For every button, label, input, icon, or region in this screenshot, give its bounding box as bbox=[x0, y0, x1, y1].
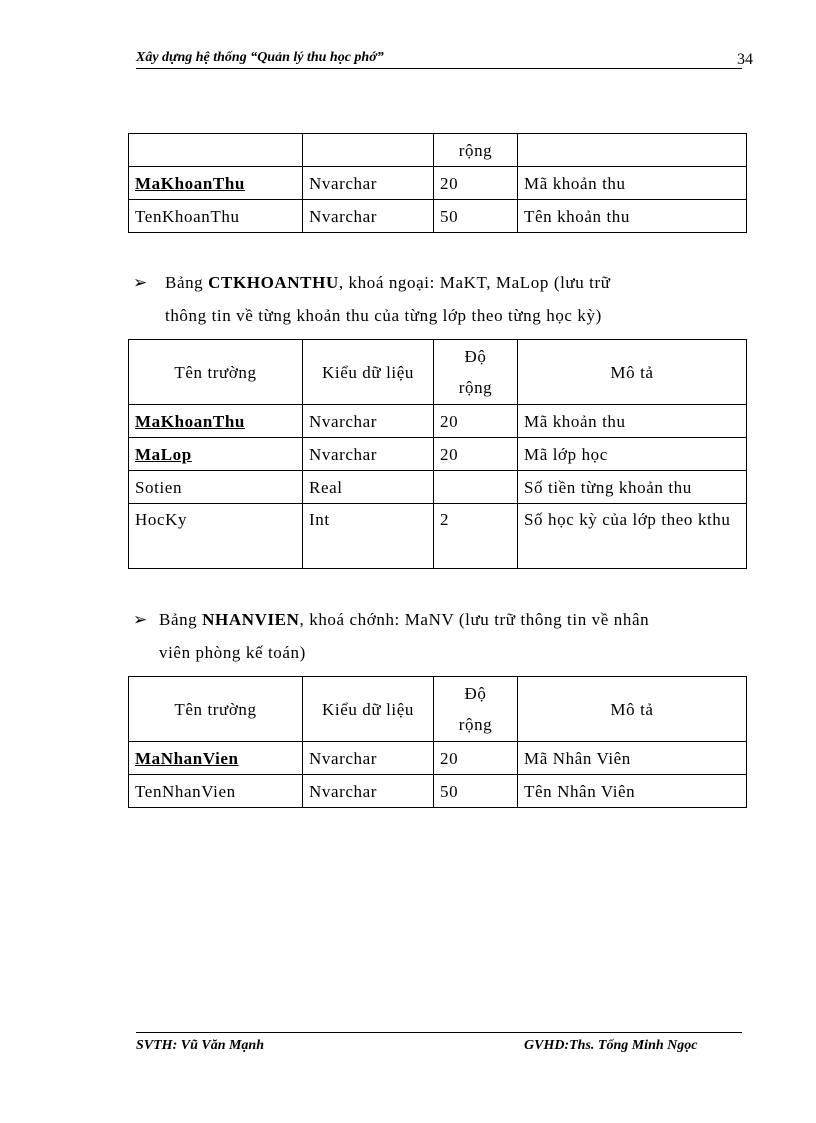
paragraph-text: viên phòng kế toán) bbox=[159, 643, 306, 662]
table-cell: Mã Nhân Viên bbox=[518, 742, 747, 775]
header-title: Xây dựng hệ thống “Quản lý thu học phớ” bbox=[136, 50, 384, 65]
footer-rule bbox=[136, 1032, 742, 1033]
table-row bbox=[129, 471, 747, 504]
footer-student: SVTH: Vũ Văn Mạnh bbox=[136, 1038, 264, 1053]
table-row bbox=[129, 775, 747, 808]
primary-key-cell: MaLop bbox=[129, 438, 303, 471]
column-header: Mô tả bbox=[518, 340, 747, 405]
primary-key-cell: MaKhoanThu bbox=[129, 405, 303, 438]
header-rule bbox=[136, 68, 742, 69]
table-ctkhoanthu bbox=[128, 339, 747, 569]
table-row bbox=[129, 167, 747, 200]
column-header: Kiểu dữ liệu bbox=[303, 677, 434, 742]
column-header-line: Độ bbox=[464, 684, 487, 703]
table-row bbox=[129, 200, 747, 233]
table-cell: TenKhoanThu bbox=[129, 200, 303, 233]
table-cell bbox=[518, 134, 747, 167]
table-cell bbox=[303, 134, 434, 167]
table-cell: 50 bbox=[434, 200, 518, 233]
table-cell: Tên Nhân Viên bbox=[518, 775, 747, 808]
table-name: NHANVIEN bbox=[202, 610, 300, 629]
paragraph-text: , khoá ngoại: MaKT, MaLop (lưu trữ bbox=[338, 273, 611, 292]
table-cell: Nvarchar bbox=[303, 438, 434, 471]
page-number: 34 bbox=[737, 51, 753, 68]
table-cell: Số học kỳ của lớp theo kthu bbox=[518, 504, 747, 569]
arrow-bullet-icon: ➢ bbox=[133, 273, 148, 292]
table-cell: Nvarchar bbox=[303, 405, 434, 438]
table-cell: 50 bbox=[434, 775, 518, 808]
table-cell: 20 bbox=[434, 438, 518, 471]
table-cell: Tên khoản thu bbox=[518, 200, 747, 233]
column-header-line: rộng bbox=[458, 378, 493, 397]
primary-key-cell: MaKhoanThu bbox=[129, 167, 303, 200]
table-cell: Mã lớp học bbox=[518, 438, 747, 471]
table-cell: Mã khoản thu bbox=[518, 167, 747, 200]
table-row bbox=[129, 742, 747, 775]
table-row bbox=[129, 134, 747, 167]
section-ctkhoanthu-description bbox=[133, 266, 745, 332]
paragraph-text: Bảng bbox=[159, 610, 203, 629]
table-nhanvien bbox=[128, 676, 747, 808]
table-cell: Real bbox=[303, 471, 434, 504]
table-cell bbox=[129, 134, 303, 167]
column-header bbox=[434, 677, 518, 742]
arrow-bullet-icon: ➢ bbox=[133, 610, 148, 629]
table-cell: 20 bbox=[434, 742, 518, 775]
footer-advisor: GVHD:Ths. Tống Minh Ngọc bbox=[524, 1038, 698, 1053]
paragraph-text: thông tin về từng khoản thu của từng lớp theo từng học kỳ) bbox=[165, 306, 602, 325]
column-header: Tên trường bbox=[129, 340, 303, 405]
table-cell: rộng bbox=[434, 134, 518, 167]
column-header: Mô tả bbox=[518, 677, 747, 742]
table-cell: Số tiền từng khoản thu bbox=[518, 471, 747, 504]
table-cell bbox=[434, 471, 518, 504]
table-row bbox=[129, 405, 747, 438]
table-khoanthu-continued bbox=[128, 133, 747, 233]
table-cell: Mã khoản thu bbox=[518, 405, 747, 438]
table-cell: HocKy bbox=[129, 504, 303, 569]
table-cell: Sotien bbox=[129, 471, 303, 504]
table-cell: Nvarchar bbox=[303, 167, 434, 200]
section-nhanvien-description bbox=[133, 603, 745, 669]
column-header bbox=[434, 340, 518, 405]
table-cell: Nvarchar bbox=[303, 775, 434, 808]
table-header-row bbox=[129, 677, 747, 742]
table-cell: Nvarchar bbox=[303, 200, 434, 233]
table-cell: 2 bbox=[434, 504, 518, 569]
table-header-row bbox=[129, 340, 747, 405]
table-cell: 20 bbox=[434, 167, 518, 200]
table-row bbox=[129, 438, 747, 471]
column-header: Tên trường bbox=[129, 677, 303, 742]
primary-key-cell: MaNhanVien bbox=[129, 742, 303, 775]
column-header-line: Độ bbox=[464, 347, 487, 366]
table-cell: Nvarchar bbox=[303, 742, 434, 775]
table-cell: 20 bbox=[434, 405, 518, 438]
column-header: Kiểu dữ liệu bbox=[303, 340, 434, 405]
paragraph-text: , khoá chớnh: MaNV (lưu trữ thông tin về nhân bbox=[299, 610, 650, 629]
paragraph-text: Bảng bbox=[165, 273, 209, 292]
table-cell: Int bbox=[303, 504, 434, 569]
table-name: CTKHOANTHU bbox=[208, 273, 339, 292]
column-header-line: rộng bbox=[458, 715, 493, 734]
table-row bbox=[129, 504, 747, 569]
table-cell: TenNhanVien bbox=[129, 775, 303, 808]
